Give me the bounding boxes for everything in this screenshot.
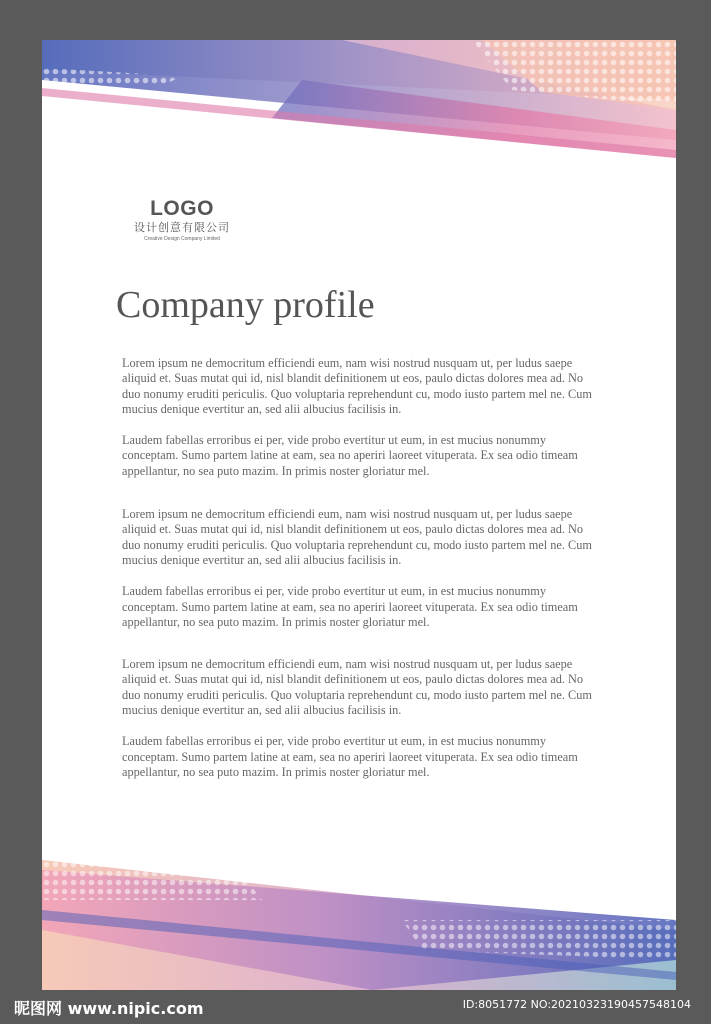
body-text	[122, 356, 602, 808]
company-logo	[120, 198, 244, 243]
watermark-id: ID:8051772 NO:20210323190457548104	[462, 998, 691, 1011]
top-decoration	[42, 40, 676, 170]
paragraph: Laudem fabellas erroribus ei per, vide probo evertitur ut eum, in est mucius nonummy conceptam. Sumo partem latine at eam, sea no aperiri laoreet vituperata. Ex sea odio timeam appellantur, no sea puto mazim. In primis noster gloriatur mel.	[122, 584, 578, 629]
logo-title: LOGO	[150, 197, 214, 220]
logo-subtitle-cn: 设计创意有限公司	[134, 221, 230, 234]
logo-subtitle-en: Creative Design Company Limited	[144, 236, 220, 242]
watermark-site: 昵图网 www.nipic.com	[14, 999, 204, 1018]
bottom-decoration	[42, 860, 676, 990]
paragraph: Laudem fabellas erroribus ei per, vide probo evertitur ut eum, in est mucius nonummy conceptam. Sumo partem latine at eam, sea no aperiri laoreet vituperata. Ex sea odio timeam appellantur, no sea puto mazim. In primis noster gloriatur mel.	[122, 433, 578, 478]
text-section	[122, 507, 602, 630]
paragraph: Lorem ipsum ne democritum efficiendi eum, nam wisi nostrud nusquam ut, per ludus saepe aliquid et. Suas mutat qui id, nisl blandit definitionem ut eos, paulo dictas dolores mea ad. No duo nonumy eruditi periculis. Quo voluptaria reprehendunt cu, modo iusto partem mel ne. Cum mucius denique evertitur an, sed alii albucius facilisis in.	[122, 356, 592, 416]
paragraph: Laudem fabellas erroribus ei per, vide probo evertitur ut eum, in est mucius nonummy conceptam. Sumo partem latine at eam, sea no aperiri laoreet vituperata. Ex sea odio timeam appellantur, no sea puto mazim. In primis noster gloriatur mel.	[122, 734, 578, 779]
paragraph: Lorem ipsum ne democritum efficiendi eum, nam wisi nostrud nusquam ut, per ludus saepe aliquid et. Suas mutat qui id, nisl blandit definitionem ut eos, paulo dictas dolores mea ad. No duo nonumy eruditi periculis. Quo voluptaria reprehendunt cu, modo iusto partem mel ne. Cum mucius denique evertitur an, sed alii albucius facilisis in.	[122, 507, 592, 567]
letterhead-page	[42, 40, 676, 990]
paragraph: Lorem ipsum ne democritum efficiendi eum, nam wisi nostrud nusquam ut, per ludus saepe aliquid et. Suas mutat qui id, nisl blandit definitionem ut eos, paulo dictas dolores mea ad. No duo nonumy eruditi periculis. Quo voluptaria reprehendunt cu, modo iusto partem mel ne. Cum mucius denique evertitur an, sed alii albucius facilisis in.	[122, 657, 592, 718]
text-section	[122, 356, 602, 479]
text-section	[122, 657, 602, 780]
page-title: Company profile	[116, 284, 375, 326]
